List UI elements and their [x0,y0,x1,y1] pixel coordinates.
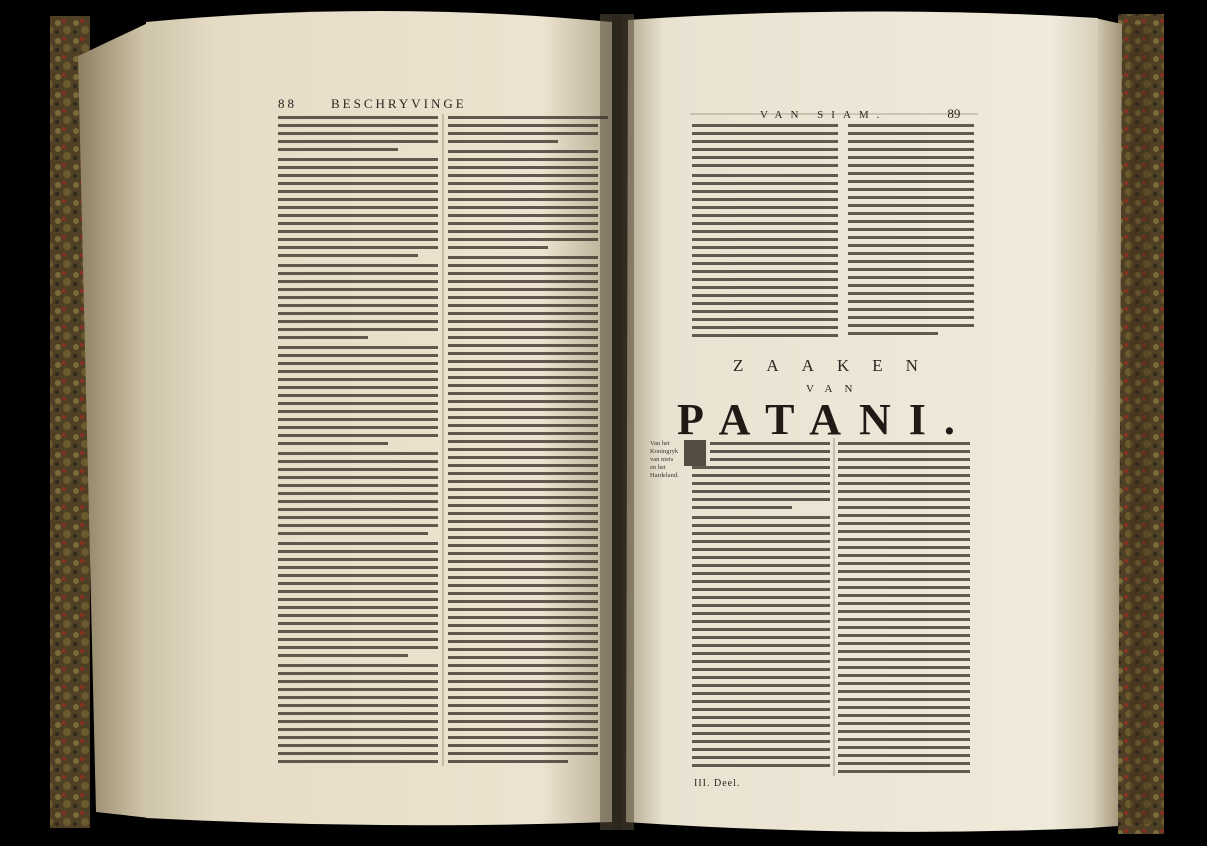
left-running-title: BESCHRYVINGE [331,96,467,111]
right-page-number: 89 [947,106,961,121]
page-signature: III. Deel. [694,778,741,789]
left-running-head [278,96,467,112]
section-title-van: VAN [806,383,865,395]
section-title-patani: PATANI. [677,395,973,444]
right-running-title: VAN SIAM. [760,109,888,121]
left-page-number: 88 [278,96,297,111]
right-running-head [760,106,960,122]
section-title-zaken: ZAAKEN [733,356,941,375]
margin-note: Van het Koningryk van niets en het Hardeland. [650,440,679,479]
